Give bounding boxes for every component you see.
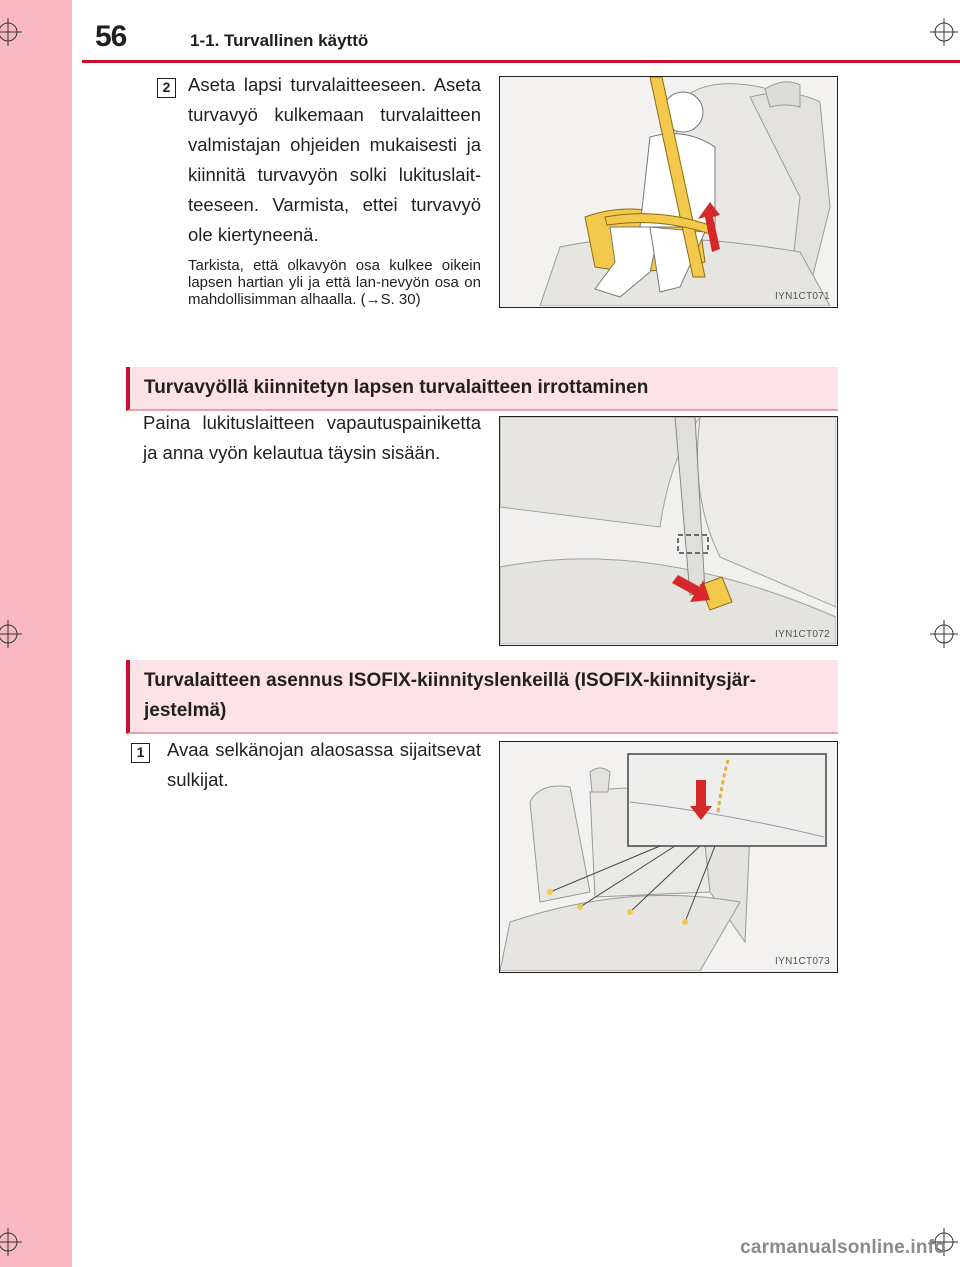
step-2-note: Tarkista, että olkavyön osa kulkee oikein lapsen hartian yli ja että lan-nevyön osa on mahdollisimman alhaalla. (→S. 30) bbox=[188, 257, 481, 308]
registration-mark-icon bbox=[930, 620, 958, 648]
removal-instruction: Paina lukituslaitteen vapautuspainiketta ja anna vyön kelautua täysin sisään. bbox=[143, 412, 481, 463]
section-heading-isofix: Turvalaitteen asennus ISOFIX-kiinnityslenkeillä (ISOFIX-kiinnitysjär-jestelmä) bbox=[126, 660, 838, 734]
child-booster-seat-illustration bbox=[499, 76, 838, 308]
step-2-instruction: Aseta lapsi turvalaitteeseen. Aseta turvavyö kulkemaan turvalaitteen valmistajan ohjeiden mukaisesti ja kiinnitä turvavyön solki lukituslait-teeseen. Varmista, ettei turvavyö ole kiertyneenä. bbox=[188, 74, 481, 245]
step-1-instruction: Avaa selkänojan alaosassa sijaitsevat sulkijat. bbox=[167, 739, 481, 790]
figure-code: IYN1CT072 bbox=[775, 629, 830, 640]
page-number: 56 bbox=[95, 20, 127, 53]
registration-mark-icon bbox=[0, 620, 22, 648]
watermark: carmanualsonline.info bbox=[740, 1237, 946, 1258]
registration-mark-icon bbox=[0, 18, 22, 46]
section-heading-removal: Turvavyöllä kiinnitetyn lapsen turvalaitteen irrottaminen bbox=[126, 367, 838, 411]
step-number-badge: 1 bbox=[131, 743, 150, 763]
registration-mark-icon bbox=[930, 18, 958, 46]
header-divider bbox=[82, 60, 960, 63]
chapter-title: 1-1. Turvallinen käyttö bbox=[190, 31, 369, 50]
step-number-badge: 2 bbox=[157, 78, 176, 98]
figure-code: IYN1CT071 bbox=[775, 291, 830, 302]
buckle-release-illustration bbox=[499, 416, 838, 646]
registration-mark-icon bbox=[0, 1228, 22, 1256]
isofix-anchor-illustration bbox=[499, 741, 838, 973]
figure-code: IYN1CT073 bbox=[775, 956, 830, 967]
